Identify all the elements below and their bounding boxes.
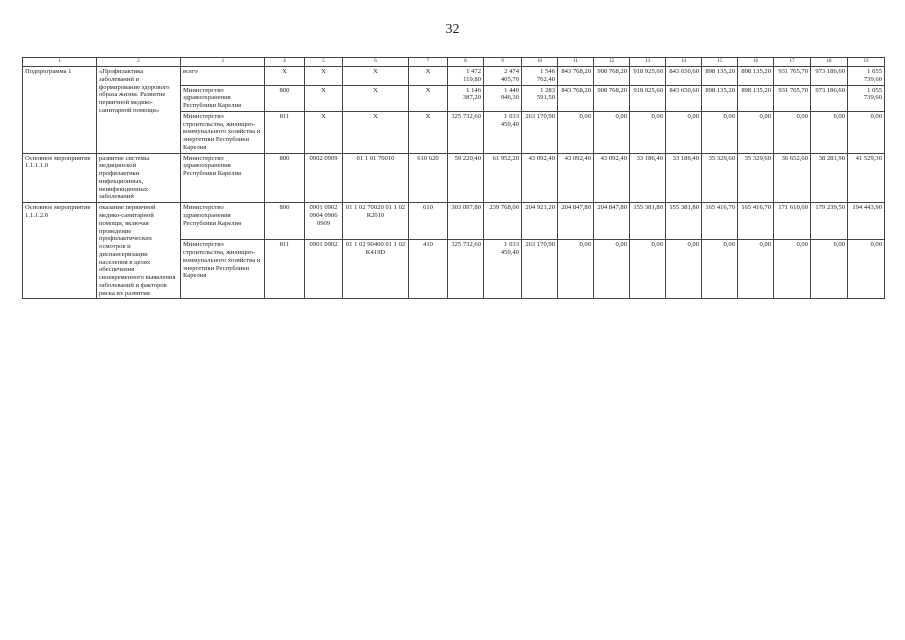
expense-type: 610 620 (409, 153, 448, 203)
amount-cell: 918 925,60 (630, 67, 666, 86)
row-description: оказание первичной медико-санитарной помощи, включая проведение профилактических осмотров и диспансеризации населения в целях обеспечения своевременного выявления заболеваний и факторов риска их развития (97, 203, 181, 299)
col-number: 19 (848, 58, 885, 67)
amount-cell: 35 329,60 (702, 153, 738, 203)
amount-cell: 204 847,80 (594, 203, 630, 240)
amount-cell: 36 652,60 (774, 153, 811, 203)
expense-type: X (409, 111, 448, 153)
row-label: Основное мероприятие 1.1.1.1.0 (23, 153, 97, 203)
amount-cell: 325 732,60 (448, 111, 484, 153)
amount-cell: 898 135,20 (738, 67, 774, 86)
amount-cell: 38 281,90 (811, 153, 848, 203)
amount-cell: 0,00 (666, 111, 702, 153)
amount-cell: 898 135,20 (702, 67, 738, 86)
amount-cell: 0,00 (594, 111, 630, 153)
amount-cell: 165 416,70 (702, 203, 738, 240)
amount-cell: 325 732,60 (448, 240, 484, 299)
col-number: 14 (666, 58, 702, 67)
col-number: 17 (774, 58, 811, 67)
amount-cell: 35 329,60 (738, 153, 774, 203)
amount-cell: 41 529,30 (848, 153, 885, 203)
col-number: 7 (409, 58, 448, 67)
col-number: 1 (23, 58, 97, 67)
col-number: 8 (448, 58, 484, 67)
grbs-code: 800 (265, 85, 305, 111)
amount-cell: 179 239,50 (811, 203, 848, 240)
row-executor: всего (181, 67, 265, 86)
column-number-row (23, 58, 885, 67)
table-row (23, 203, 885, 240)
amount-cell: 973 186,60 (811, 67, 848, 86)
amount-cell: 1 440 946,30 (484, 85, 522, 111)
amount-cell: 931 765,70 (774, 67, 811, 86)
target-code: 01 1 02 90400 01 1 02 K419D (343, 240, 409, 299)
amount-cell: 194 443,90 (848, 203, 885, 240)
target-code: X (343, 85, 409, 111)
amount-cell: 33 186,40 (630, 153, 666, 203)
grbs-code: 811 (265, 111, 305, 153)
amount-cell: 0,00 (848, 240, 885, 299)
row-executor: Министерство здравоохранения Республики Карелия (181, 85, 265, 111)
amount-cell: 1 033 459,40 (484, 240, 522, 299)
col-number: 2 (97, 58, 181, 67)
section-code: X (305, 111, 343, 153)
amount-cell: 43 092,40 (594, 153, 630, 203)
amount-cell: 0,00 (811, 111, 848, 153)
section-code: X (305, 67, 343, 86)
amount-cell: 898 135,20 (702, 85, 738, 111)
grbs-code: 800 (265, 153, 305, 203)
section-code: 0901 0902 (305, 240, 343, 299)
amount-cell: 908 768,20 (594, 67, 630, 86)
amount-cell: 931 765,70 (774, 85, 811, 111)
amount-cell: 1 546 762,40 (522, 67, 558, 86)
expense-type: X (409, 67, 448, 86)
grbs-code: 800 (265, 203, 305, 240)
amount-cell: 843 768,20 (558, 67, 594, 86)
amount-cell: 155 381,80 (630, 203, 666, 240)
col-number: 15 (702, 58, 738, 67)
table-row (23, 67, 885, 86)
row-label: Основное мероприятие 1.1.1.2.0 (23, 203, 97, 299)
amount-cell: 0,00 (811, 240, 848, 299)
amount-cell: 0,00 (594, 240, 630, 299)
target-code: 01 1 01 70010 (343, 153, 409, 203)
amount-cell: 0,00 (702, 111, 738, 153)
page-number: 32 (445, 22, 460, 37)
expense-type: 610 (409, 203, 448, 240)
amount-cell: 0,00 (558, 111, 594, 153)
amount-cell: 0,00 (848, 111, 885, 153)
col-number: 5 (305, 58, 343, 67)
col-number: 18 (811, 58, 848, 67)
amount-cell: 165 416,70 (738, 203, 774, 240)
target-code: 01 1 02 70020 01 1 02 R2010 (343, 203, 409, 240)
amount-cell: 43 092,40 (522, 153, 558, 203)
amount-cell: 204 847,80 (558, 203, 594, 240)
budget-table (22, 57, 885, 299)
amount-cell: 204 921,20 (522, 203, 558, 240)
amount-cell: 171 610,60 (774, 203, 811, 240)
col-number: 13 (630, 58, 666, 67)
amount-cell: 908 768,20 (594, 85, 630, 111)
amount-cell: 843 650,60 (666, 67, 702, 86)
amount-cell: 239 768,00 (484, 203, 522, 240)
amount-cell: 843 768,20 (558, 85, 594, 111)
amount-cell: 155 381,80 (666, 203, 702, 240)
col-number: 6 (343, 58, 409, 67)
col-number: 10 (522, 58, 558, 67)
amount-cell: 0,00 (558, 240, 594, 299)
amount-cell: 1 033 459,40 (484, 111, 522, 153)
section-code: 0901 0902 0904 0906 0909 (305, 203, 343, 240)
amount-cell: 0,00 (666, 240, 702, 299)
amount-cell: 2 474 405,70 (484, 67, 522, 86)
row-label: Подпрограмма 1 (23, 67, 97, 154)
section-code: X (305, 85, 343, 111)
target-code: X (343, 67, 409, 86)
amount-cell: 1 146 387,20 (448, 85, 484, 111)
row-executor: Министерство здравоохранения Республики Карелия (181, 153, 265, 203)
amount-cell: 33 186,40 (666, 153, 702, 203)
amount-cell: 918 925,60 (630, 85, 666, 111)
amount-cell: 303 097,80 (448, 203, 484, 240)
amount-cell: 263 170,90 (522, 111, 558, 153)
table-row (23, 153, 885, 203)
amount-cell: 0,00 (630, 240, 666, 299)
col-number: 11 (558, 58, 594, 67)
grbs-code: 811 (265, 240, 305, 299)
amount-cell: 973 186,60 (811, 85, 848, 111)
row-executor: Министерство строительства, жилищно-коммунального хозяйства и энергетики Республики Карелия (181, 240, 265, 299)
col-number: 3 (181, 58, 265, 67)
amount-cell: 0,00 (738, 240, 774, 299)
amount-cell: 898 135,20 (738, 85, 774, 111)
section-code: 0902 0909 (305, 153, 343, 203)
amount-cell: 1 055 739,60 (848, 85, 885, 111)
amount-cell: 59 220,40 (448, 153, 484, 203)
amount-cell: 43 092,40 (558, 153, 594, 203)
col-number: 9 (484, 58, 522, 67)
col-number: 12 (594, 58, 630, 67)
amount-cell: 0,00 (774, 240, 811, 299)
amount-cell: 263 170,90 (522, 240, 558, 299)
expense-type: X (409, 85, 448, 111)
row-executor: Министерство здравоохранения Республики Карелия (181, 203, 265, 240)
col-number: 16 (738, 58, 774, 67)
amount-cell: 0,00 (630, 111, 666, 153)
amount-cell: 843 650,60 (666, 85, 702, 111)
row-description: развитие системы медицинской профилактики инфекционных, неинфекционных заболеваний (97, 153, 181, 203)
target-code: X (343, 111, 409, 153)
grbs-code: X (265, 67, 305, 86)
row-description: «Профилактика заболеваний и формирование здорового образа жизни. Развитие первичной медико-санитарной помощи» (97, 67, 181, 154)
amount-cell: 1 283 591,50 (522, 85, 558, 111)
amount-cell: 0,00 (774, 111, 811, 153)
expense-type: 410 (409, 240, 448, 299)
amount-cell: 1 472 119,80 (448, 67, 484, 86)
amount-cell: 1 055 739,60 (848, 67, 885, 86)
row-executor: Министерство строительства, жилищно-коммунального хозяйства и энергетики Республики Карелия (181, 111, 265, 153)
amount-cell: 0,00 (738, 111, 774, 153)
amount-cell: 61 952,20 (484, 153, 522, 203)
col-number: 4 (265, 58, 305, 67)
amount-cell: 0,00 (702, 240, 738, 299)
